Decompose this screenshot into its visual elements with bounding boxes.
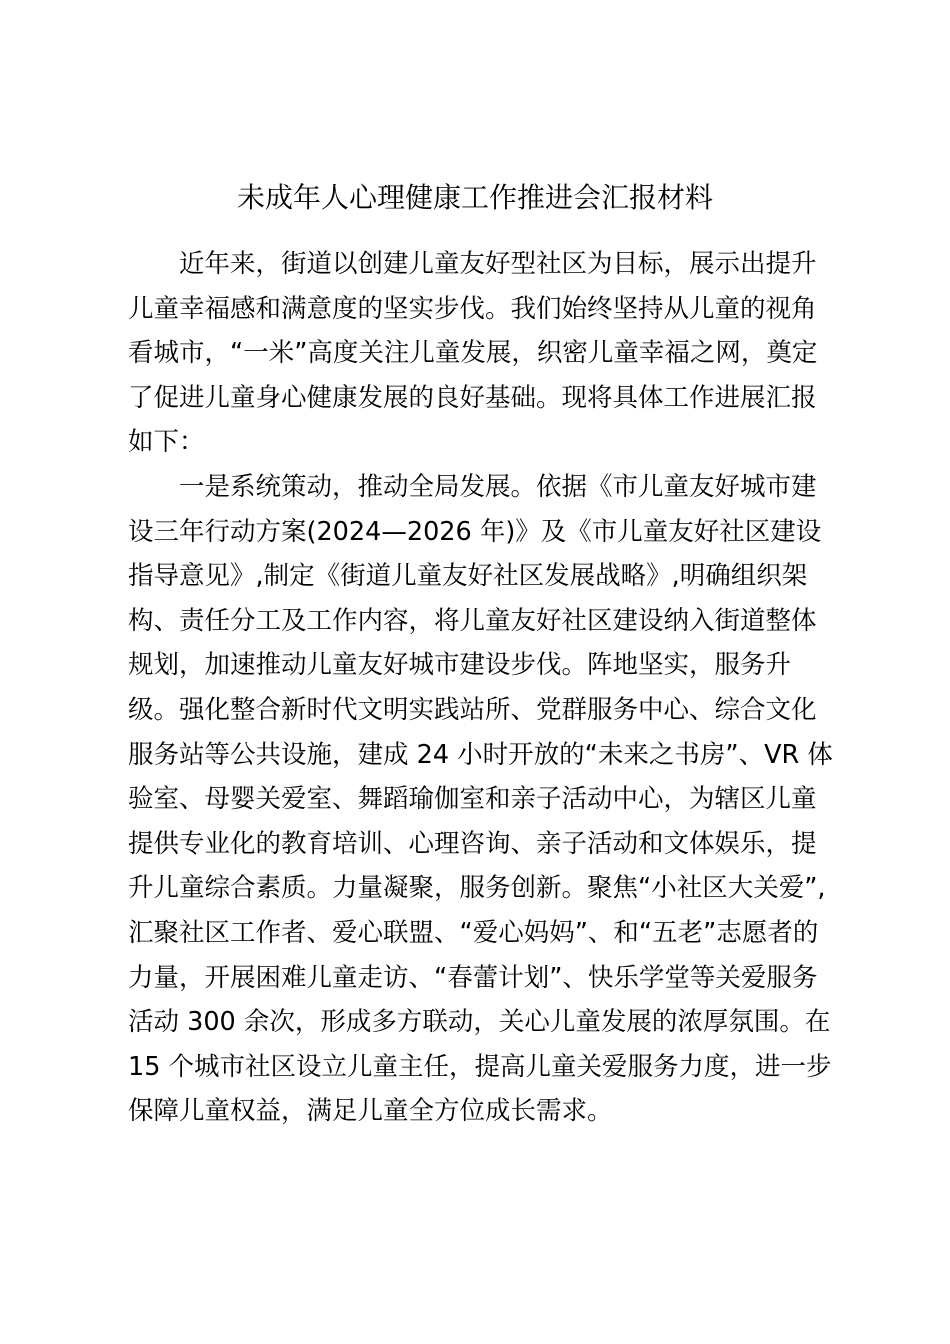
paragraph-line: 构、责任分工及工作内容，将儿童友好社区建设纳入街道整体	[128, 605, 817, 636]
paragraph-line: 升儿童综合素质。力量凝聚，服务创新。聚焦“小社区大关爱”,	[128, 873, 826, 904]
paragraph-line: 看城市，“一米”高度关注儿童发展，织密儿童幸福之网，奠定	[128, 338, 818, 369]
document-body	[128, 242, 833, 1134]
paragraph-line: 保障儿童权益，满足儿童全方位成长需求。	[128, 1096, 613, 1127]
paragraph-line: 级。强化整合新时代文明实践站所、党群服务中心、综合文化	[128, 694, 817, 725]
paragraph-section-one	[128, 465, 833, 1134]
paragraph-line: 儿童幸福感和满意度的坚实步伐。我们始终坚持从儿童的视角	[128, 293, 817, 324]
paragraph-line: 规划，加速推动儿童友好城市建设步伐。阵地坚实，服务升	[128, 650, 792, 681]
paragraph-line: 如下：	[128, 427, 205, 458]
paragraph-line: 了促进儿童身心健康发展的良好基础。现将具体工作进展汇报	[128, 382, 817, 413]
paragraph-line: 验室、母婴关爱室、舞蹈瑜伽室和亲子活动中心，为辖区儿童	[128, 784, 817, 815]
paragraph-line: 指导意见》,制定《街道儿童友好社区发展战略》,明确组织架	[128, 561, 808, 592]
paragraph-intro	[128, 242, 828, 465]
paragraph-line: 汇聚社区工作者、爱心联盟、“爱心妈妈”、和“五老”志愿者的	[128, 917, 819, 948]
paragraph-line: 活动 300 余次，形成多方联动，关心儿童发展的浓厚氛围。在	[128, 1007, 831, 1038]
document-title: 未成年人心理健康工作推进会汇报材料	[236, 181, 713, 214]
paragraph-line: 力量，开展困难儿童走访、“春蕾计划”、快乐学堂等关爱服务	[128, 962, 818, 993]
paragraph-line: 设三年行动方案(2024—2026 年)》及《市儿童友好社区建设	[128, 516, 822, 547]
paragraph-line: 近年来，街道以创建儿童友好型社区为目标，展示出提升	[179, 249, 817, 279]
paragraph-line: 服务站等公共设施，建成 24 小时开放的“未来之书房”、VR 体	[128, 739, 833, 770]
paragraph-line: 15 个城市社区设立儿童主任，提高儿童关爱服务力度，进一步	[128, 1051, 832, 1082]
paragraph-line: 提供专业化的教育培训、心理咨询、亲子活动和文体娱乐，提	[128, 828, 817, 859]
paragraph-line: 一是系统策动，推动全局发展。依据《市儿童友好城市建	[179, 471, 817, 502]
